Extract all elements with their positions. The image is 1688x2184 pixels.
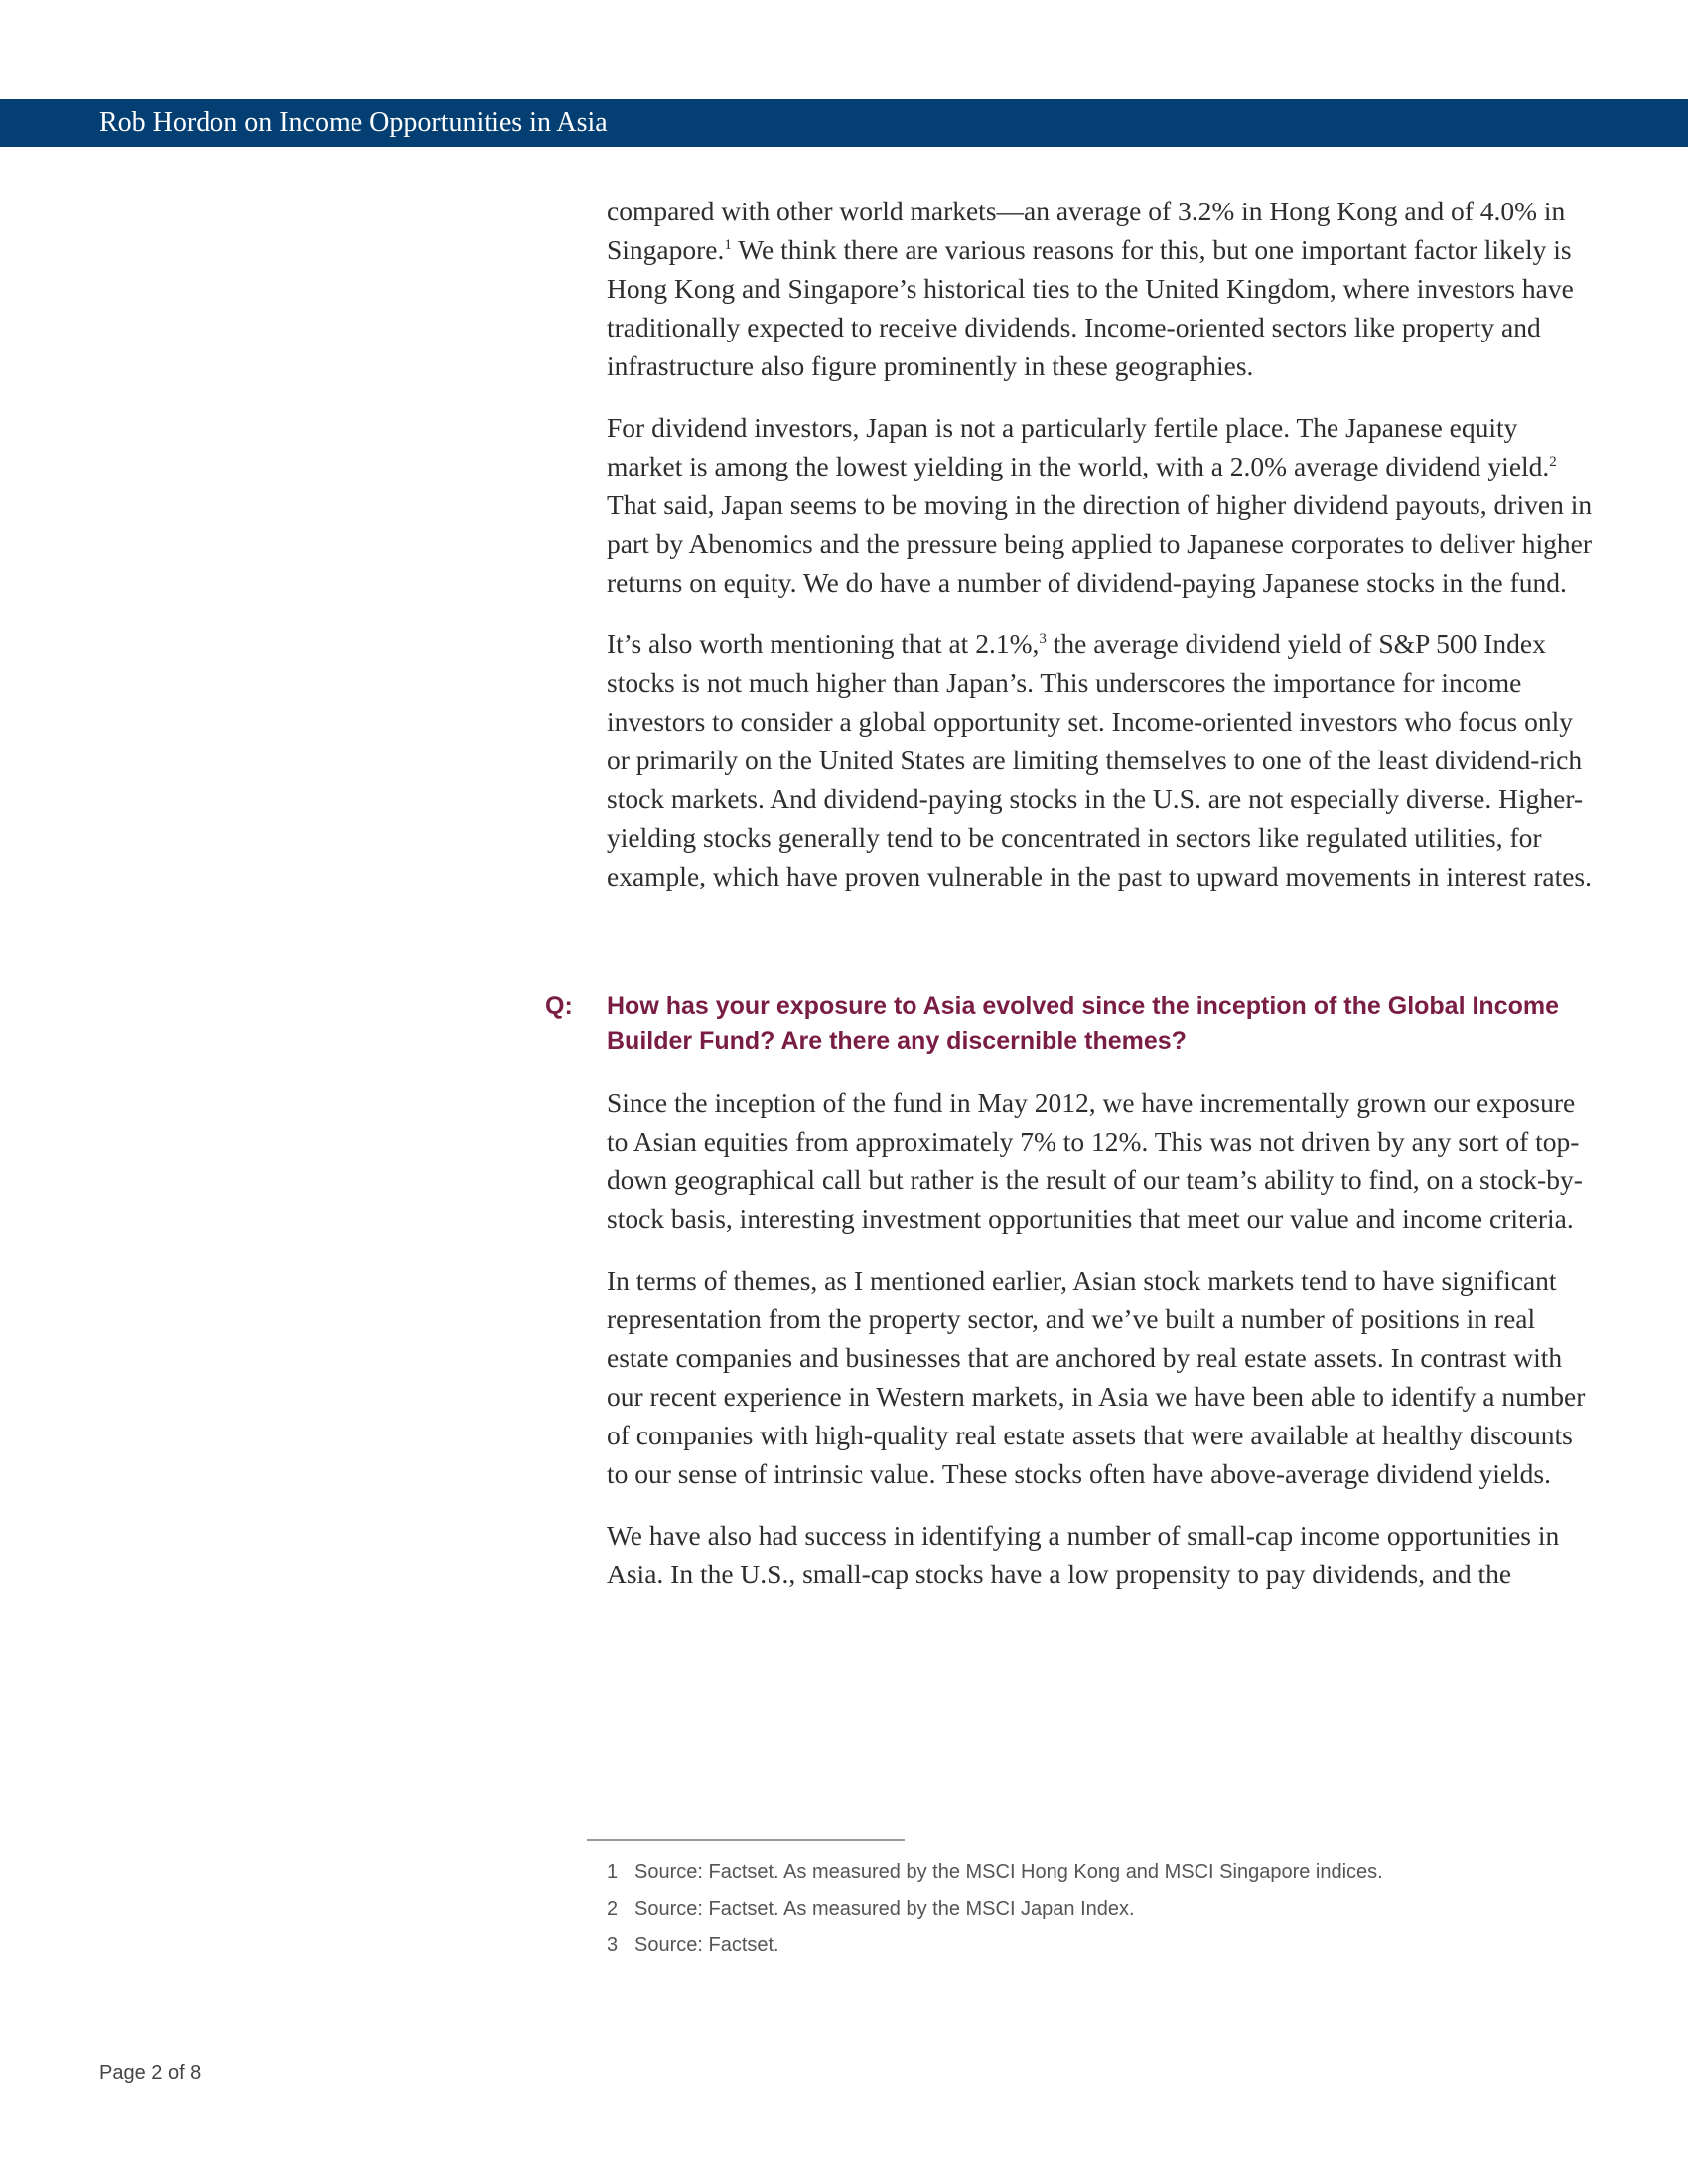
footnote-ref-1: 1: [724, 236, 732, 253]
header-title: Rob Hordon on Income Opportunities in Asia: [99, 107, 608, 138]
question-label: Q:: [545, 992, 573, 1020]
paragraph-text: That said, Japan seems to be moving in the direction of higher dividend payouts, driven in part by Abenomics and the pressure being applied to Japanese corporates to deliver higher returns on equity. We do have a number of dividend-paying Japanese stocks in the fund.: [607, 489, 1593, 598]
paragraph-themes: In terms of themes, as I mentioned earlier, Asian stock markets tend to have significant representation from the property sector, and we’ve built a number of positions in real estate companies and businesses that are anchored by real estate assets. In contrast with our recent experience in Western markets, in Asia we have been able to identify a number of companies with high-quality real estate assets that were available at healthy discounts to our sense of intrinsic value. These stocks often have above-average dividend yields.: [607, 1265, 1586, 1489]
footnote-3: [607, 1927, 1600, 1964]
footnote-1: [607, 1854, 1600, 1891]
footnote-text: Source: Factset.: [634, 1934, 779, 1956]
footnotes: [607, 1854, 1600, 1964]
question-text: How has your exposure to Asia evolved since the inception of the Global Income Builder Fund? Are there any discernible themes?: [607, 992, 1559, 1055]
footnote-text: Source: Factset. As measured by the MSCI Hong Kong and MSCI Singapore indices.: [634, 1861, 1383, 1883]
paragraph-japan: [607, 408, 1600, 602]
footnote-ref-2: 2: [1549, 453, 1557, 470]
footnote-divider: [587, 1839, 905, 1841]
article-body: [545, 192, 1600, 1616]
paragraph-inception: Since the inception of the fund in May 2012, we have incrementally grown our exposure to Asian equities from approximately 7% to 12%. This was not driven by any sort of top-down geographical call but rather is the result of our team’s ability to find, on a stock-by-stock basis, interesting investment opportunities that meet our value and income criteria.: [607, 1087, 1583, 1234]
footnote-number: 3: [607, 1934, 619, 1956]
header-band: [0, 99, 1688, 147]
paragraph-small-cap: We have also had success in identifying a number of small-cap income opportunities in Asia. In the U.S., small-cap stocks have a low propensity to pay dividends, and the: [607, 1520, 1560, 1589]
footnote-number: 2: [607, 1897, 619, 1920]
paragraph-text: It’s also worth mentioning that at 2.1%,: [607, 628, 1040, 659]
paragraph-text: the average dividend yield of S&P 500 Index stocks is not much higher than Japan’s. This underscores the importance for income investors to consider a global opportunity set. Income-oriented investors who focus only or primarily on the United States are limiting themselves to one of the least dividend-rich stock markets. And dividend-paying stocks in the U.S. are not especially diverse. Higher-yielding stocks generally tend to be concentrated in sectors like regulated utilities, for example, which have proven vulnerable in the past to upward movements in interest rates.: [607, 628, 1592, 891]
footnote-text: Source: Factset. As measured by the MSCI Japan Index.: [634, 1897, 1135, 1920]
paragraph-text: compared with other world markets—an average of 3.2% in Hong Kong and of 4.0% in Singapore.: [607, 196, 1566, 265]
paragraph-sp500: [607, 624, 1600, 895]
page-number: Page 2 of 8: [99, 2062, 202, 2084]
paragraph-text: We think there are various reasons for this, but one important factor likely is Hong Kong and Singapore’s historical ties to the United Kingdom, where investors have traditionally expected to receive dividends. Income-oriented sectors like property and infrastructure also figure prominently in these geographies.: [607, 234, 1574, 381]
paragraph-text: For dividend investors, Japan is not a particularly fertile place. The Japanese equity market is among the lowest yielding in the world, with a 2.0% average dividend yield.: [607, 412, 1550, 481]
footnote-ref-3: 3: [1039, 630, 1047, 647]
footnote-2: [607, 1891, 1600, 1928]
footnote-number: 1: [607, 1861, 619, 1883]
paragraph-hong-kong-singapore: [607, 192, 1600, 385]
question-block: [545, 988, 1600, 1059]
